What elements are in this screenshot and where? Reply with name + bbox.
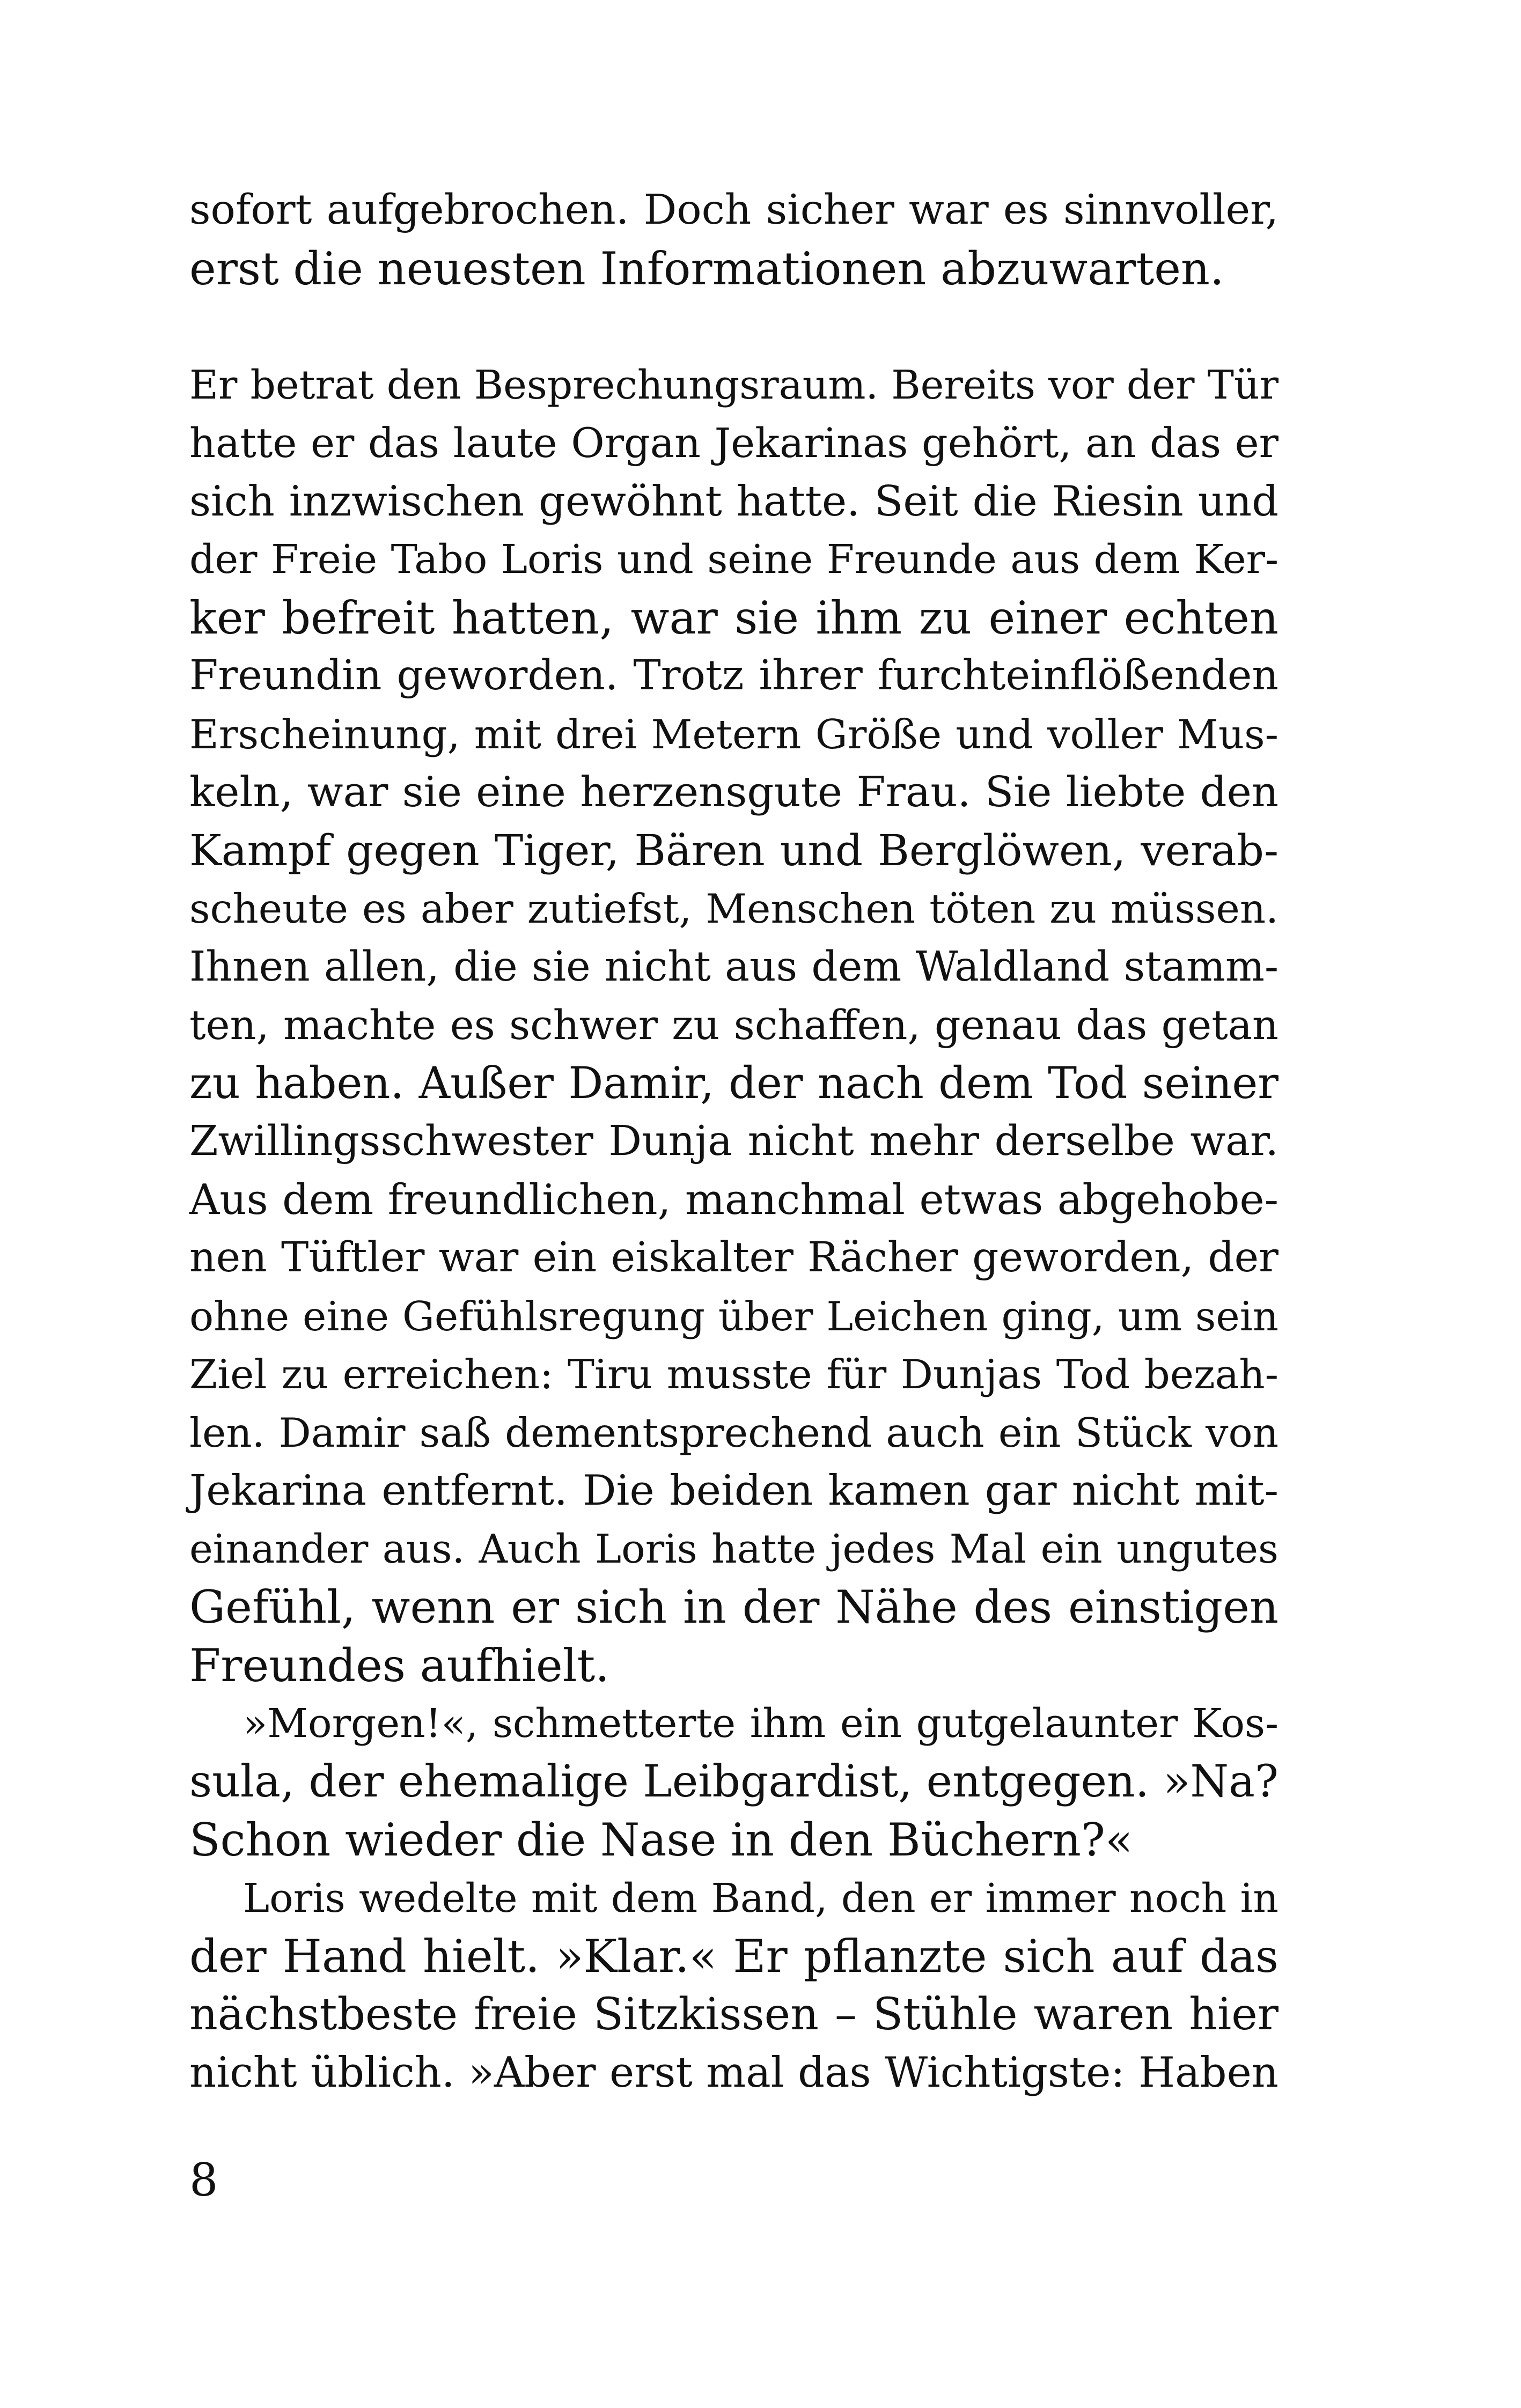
text-line: »Morgen!«, schmetterte ihm ein gutgelaunter Kos- xyxy=(243,1700,1278,1747)
text-line: sofort aufgebrochen. Doch sicher war es sinnvoller, xyxy=(189,186,1278,234)
page-number: 8 xyxy=(189,2154,218,2206)
text-line: scheute es aber zutiefst, Menschen töten zu müssen. xyxy=(189,885,1278,932)
paragraph xyxy=(189,1695,1278,1869)
text-line: Ziel zu erreichen: Tiru musste für Dunjas Tod bezah- xyxy=(189,1351,1278,1398)
paragraph-gap xyxy=(189,298,1278,356)
text-line: ten, machte es schwer zu schaffen, genau das getan xyxy=(189,1001,1278,1049)
text-line: Erscheinung, mit drei Metern Größe und voller Mus- xyxy=(189,710,1278,758)
text-line: nicht üblich. »Aber erst mal das Wichtigste: Haben xyxy=(189,2049,1278,2097)
body-text xyxy=(189,181,1278,2102)
text-line: Schon wieder die Nase in den Büchern?« xyxy=(189,1814,1133,1866)
text-line: Zwillingsschwester Dunja nicht mehr derselbe war. xyxy=(189,1117,1278,1165)
text-line: ohne eine Gefühlsregung über Leichen ging, um sein xyxy=(189,1292,1278,1340)
text-line: ker befreit hatten, war sie ihm zu einer echten xyxy=(189,591,1278,644)
text-line: Er betrat den Besprechungsraum. Bereits vor der Tür xyxy=(189,362,1278,408)
text-line: Freundes aufhielt. xyxy=(189,1639,609,1692)
text-line: Freundin geworden. Trotz ihrer furchteinflößenden xyxy=(189,652,1278,699)
text-line: Aus dem freundlichen, manchmal etwas abgehobe- xyxy=(189,1175,1278,1224)
text-line: keln, war sie eine herzensgute Frau. Sie liebte den xyxy=(189,768,1278,816)
text-line: hatte er das laute Organ Jekarinas gehört, an das er xyxy=(189,419,1278,467)
text-line: nen Tüftler war ein eiskalter Rächer geworden, der xyxy=(189,1234,1278,1282)
text-line: der Freie Tabo Loris und seine Freunde aus dem Ker- xyxy=(189,536,1278,583)
text-line: erst die neuesten Informationen abzuwarten. xyxy=(189,242,1224,295)
text-line: Kampf gegen Tiger, Bären und Berglöwen, verab- xyxy=(189,825,1278,875)
text-line: Gefühl, wenn er sich in der Nähe des einstigen xyxy=(189,1581,1278,1633)
text-line: len. Damir saß dementsprechend auch ein Stück von xyxy=(189,1409,1278,1456)
paragraph xyxy=(189,1869,1278,2102)
text-line: Jekarina entfernt. Die beiden kamen gar nicht mit- xyxy=(189,1467,1278,1515)
text-line: sula, der ehemalige Leibgardist, entgegen. »Na? xyxy=(189,1756,1278,1807)
text-line: nächstbeste freie Sitzkissen – Stühle waren hier xyxy=(189,1989,1278,2040)
paragraph xyxy=(189,356,1278,1695)
text-line: zu haben. Außer Damir, der nach dem Tod seiner xyxy=(189,1058,1278,1109)
text-line: Ihnen allen, die sie nicht aus dem Waldland stamm- xyxy=(189,942,1278,991)
text-line: der Hand hielt. »Klar.« Er pflanzte sich auf das xyxy=(189,1930,1278,1983)
text-line: einander aus. Auch Loris hatte jedes Mal ein ungutes xyxy=(189,1526,1278,1572)
text-line: sich inzwischen gewöhnt hatte. Seit die Riesin und xyxy=(189,477,1278,526)
paragraph xyxy=(189,181,1278,298)
text-line: Loris wedelte mit dem Band, den er immer noch in xyxy=(243,1875,1278,1921)
